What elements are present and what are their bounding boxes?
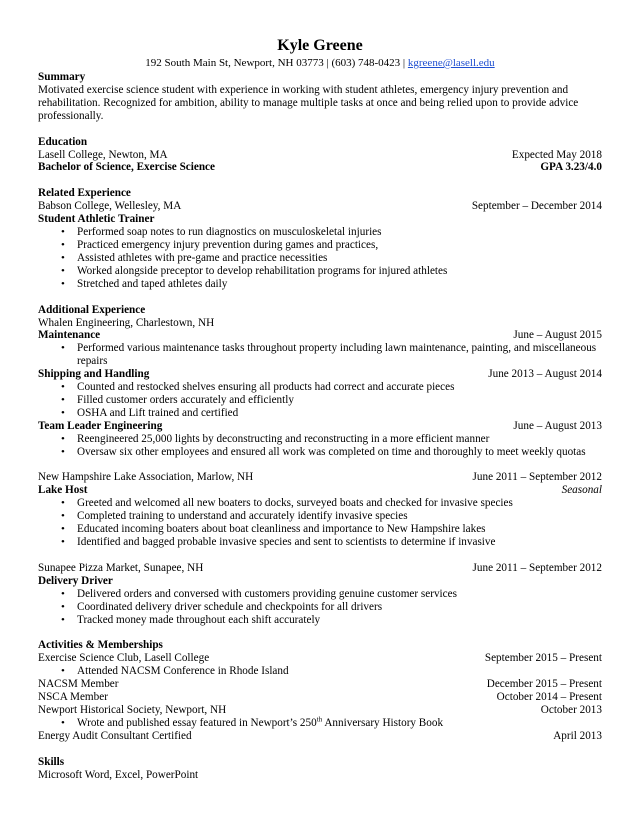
maintenance-row <box>38 329 602 342</box>
skills-text: Microsoft Word, Excel, PowerPoint <box>38 768 199 781</box>
lake-date: June 2011 – September 2012 <box>472 471 602 484</box>
club-date: September 2015 – Present <box>484 652 602 665</box>
degree: Bachelor of Science, Exercise Science <box>38 161 215 174</box>
historical-name: Newport Historical Society, Newport, NH <box>38 703 227 716</box>
list-item: • Worked alongside preceptor to develop rehabilitation programs for injured athletes <box>38 265 602 278</box>
related-org-row <box>38 200 602 213</box>
related-bullets <box>38 226 602 291</box>
list-item: • Tracked money made throughout each shift accurately <box>38 614 602 627</box>
related-date: September – December 2014 <box>471 200 602 213</box>
energy-name: Energy Audit Consultant Certified <box>38 729 192 742</box>
address-phone: 192 South Main St, Newport, NH 03773 | (603) 748-0423 | <box>145 57 408 69</box>
whalen-org: Whalen Engineering, Charlestown, NH <box>38 316 215 329</box>
maintenance-bullets <box>38 342 602 368</box>
list-item: • Attended NACSM Conference in Rhode Island <box>38 665 602 678</box>
list-item: • Assisted athletes with pre-game and practice necessities <box>38 252 602 265</box>
summary-heading: Summary <box>38 71 86 83</box>
list-item: • OSHA and Lift trained and certified <box>38 407 602 420</box>
lake-org: New Hampshire Lake Association, Marlow, NH <box>38 471 254 484</box>
historical-bullets <box>38 717 602 730</box>
skills-heading: Skills <box>38 755 65 768</box>
lake-org-row <box>38 471 602 484</box>
list-item: • Oversaw six other employees and ensured all work was completed on time and thoroughly to meet weekly quotas <box>38 446 602 459</box>
activities-heading: Activities & Memberships <box>38 639 163 652</box>
nsca-date: October 2014 – Present <box>496 691 602 704</box>
graduation-date: Expected May 2018 <box>511 148 602 161</box>
list-item: • Reengineered 25,000 lights by deconstructing and reconstructing in a more efficient manner <box>38 433 602 446</box>
team-leader-row <box>38 420 602 433</box>
team-leader-date: June – August 2013 <box>513 419 602 432</box>
club-name: Exercise Science Club, Lasell College <box>38 652 210 665</box>
list-item: • Greeted and welcomed all new boaters to docks, surveyed boats and checked for invasive species <box>38 497 602 510</box>
essay-text-post: Anniversary History Book <box>322 716 444 729</box>
education-degree-row <box>38 161 602 174</box>
energy-row <box>38 730 602 743</box>
nacsm-row <box>38 678 602 691</box>
contact-line <box>38 57 602 70</box>
team-leader-role: Team Leader Engineering <box>38 419 163 432</box>
additional-experience-heading: Additional Experience <box>38 303 146 316</box>
gpa: GPA 3.23/4.0 <box>540 161 602 174</box>
shipping-bullets <box>38 381 602 420</box>
list-item <box>38 717 602 730</box>
club-row <box>38 652 602 665</box>
school-name: Lasell College, Newton, MA <box>38 148 168 161</box>
team-leader-bullets <box>38 433 602 459</box>
list-item: • Coordinated delivery driver schedule and checkpoints for all drivers <box>38 601 602 614</box>
list-item: • Delivered orders and conversed with customers providing genuine customer services <box>38 588 602 601</box>
lake-role-row <box>38 484 602 497</box>
nsca-name: NSCA Member <box>38 691 108 704</box>
shipping-role: Shipping and Handling <box>38 368 150 381</box>
resume-name: Kyle Greene <box>277 37 363 54</box>
summary-text: Motivated exercise science student with experience in working with student athletes, emergency injury prevention and rehabilitation. Recognized for ambition, ability to manage multiple tasks at once and being relied upon to provide advice professionally. <box>38 83 579 122</box>
shipping-date: June 2013 – August 2014 <box>488 368 602 381</box>
pizza-role: Delivery Driver <box>38 574 113 587</box>
list-item: • Identified and bagged probable invasive species and sent to scientists to determine if invasive <box>38 536 602 549</box>
nacsm-name: NACSM Member <box>38 678 119 691</box>
education-heading: Education <box>38 135 88 148</box>
lake-role: Lake Host <box>38 484 88 497</box>
related-org: Babson College, Wellesley, MA <box>38 200 182 213</box>
maintenance-date: June – August 2015 <box>513 329 602 342</box>
lake-note: Seasonal <box>561 484 602 497</box>
nsca-row <box>38 691 602 704</box>
list-item: • Filled customer orders accurately and efficiently <box>38 394 602 407</box>
lake-bullets <box>38 497 602 549</box>
maintenance-role: Maintenance <box>38 329 101 342</box>
pizza-bullets <box>38 588 602 627</box>
historical-date: October 2013 <box>540 703 602 716</box>
list-item: • Completed training to understand and accurately identify invasive species <box>38 510 602 523</box>
shipping-row <box>38 368 602 381</box>
email-link[interactable]: kgreene@lasell.edu <box>407 57 495 69</box>
resume-page <box>38 37 602 782</box>
list-item: • Educated incoming boaters about boat cleanliness and importance to New Hampshire lakes <box>38 523 602 536</box>
energy-date: April 2013 <box>553 729 602 742</box>
list-item: • Stretched and taped athletes daily <box>38 278 602 291</box>
club-bullets <box>38 665 602 678</box>
education-school-row <box>38 149 602 162</box>
related-experience-heading: Related Experience <box>38 187 131 200</box>
essay-text-pre: Wrote and published essay featured in Newport’s 250 <box>77 716 317 729</box>
list-item: • Performed various maintenance tasks throughout property including lawn maintenance, painting, and miscellaneous repairs <box>38 342 602 368</box>
nacsm-date: December 2015 – Present <box>486 678 602 691</box>
related-role: Student Athletic Trainer <box>38 213 155 226</box>
pizza-org-row <box>38 562 602 575</box>
essay-superscript: th <box>316 715 323 724</box>
list-item: • Performed soap notes to run diagnostics on musculoskeletal injuries <box>38 226 602 239</box>
list-item: • Practiced emergency injury prevention during games and practices, <box>38 239 602 252</box>
pizza-org: Sunapee Pizza Market, Sunapee, NH <box>38 561 204 574</box>
list-item: • Counted and restocked shelves ensuring all products had correct and accurate pieces <box>38 381 602 394</box>
pizza-date: June 2011 – September 2012 <box>472 561 602 574</box>
